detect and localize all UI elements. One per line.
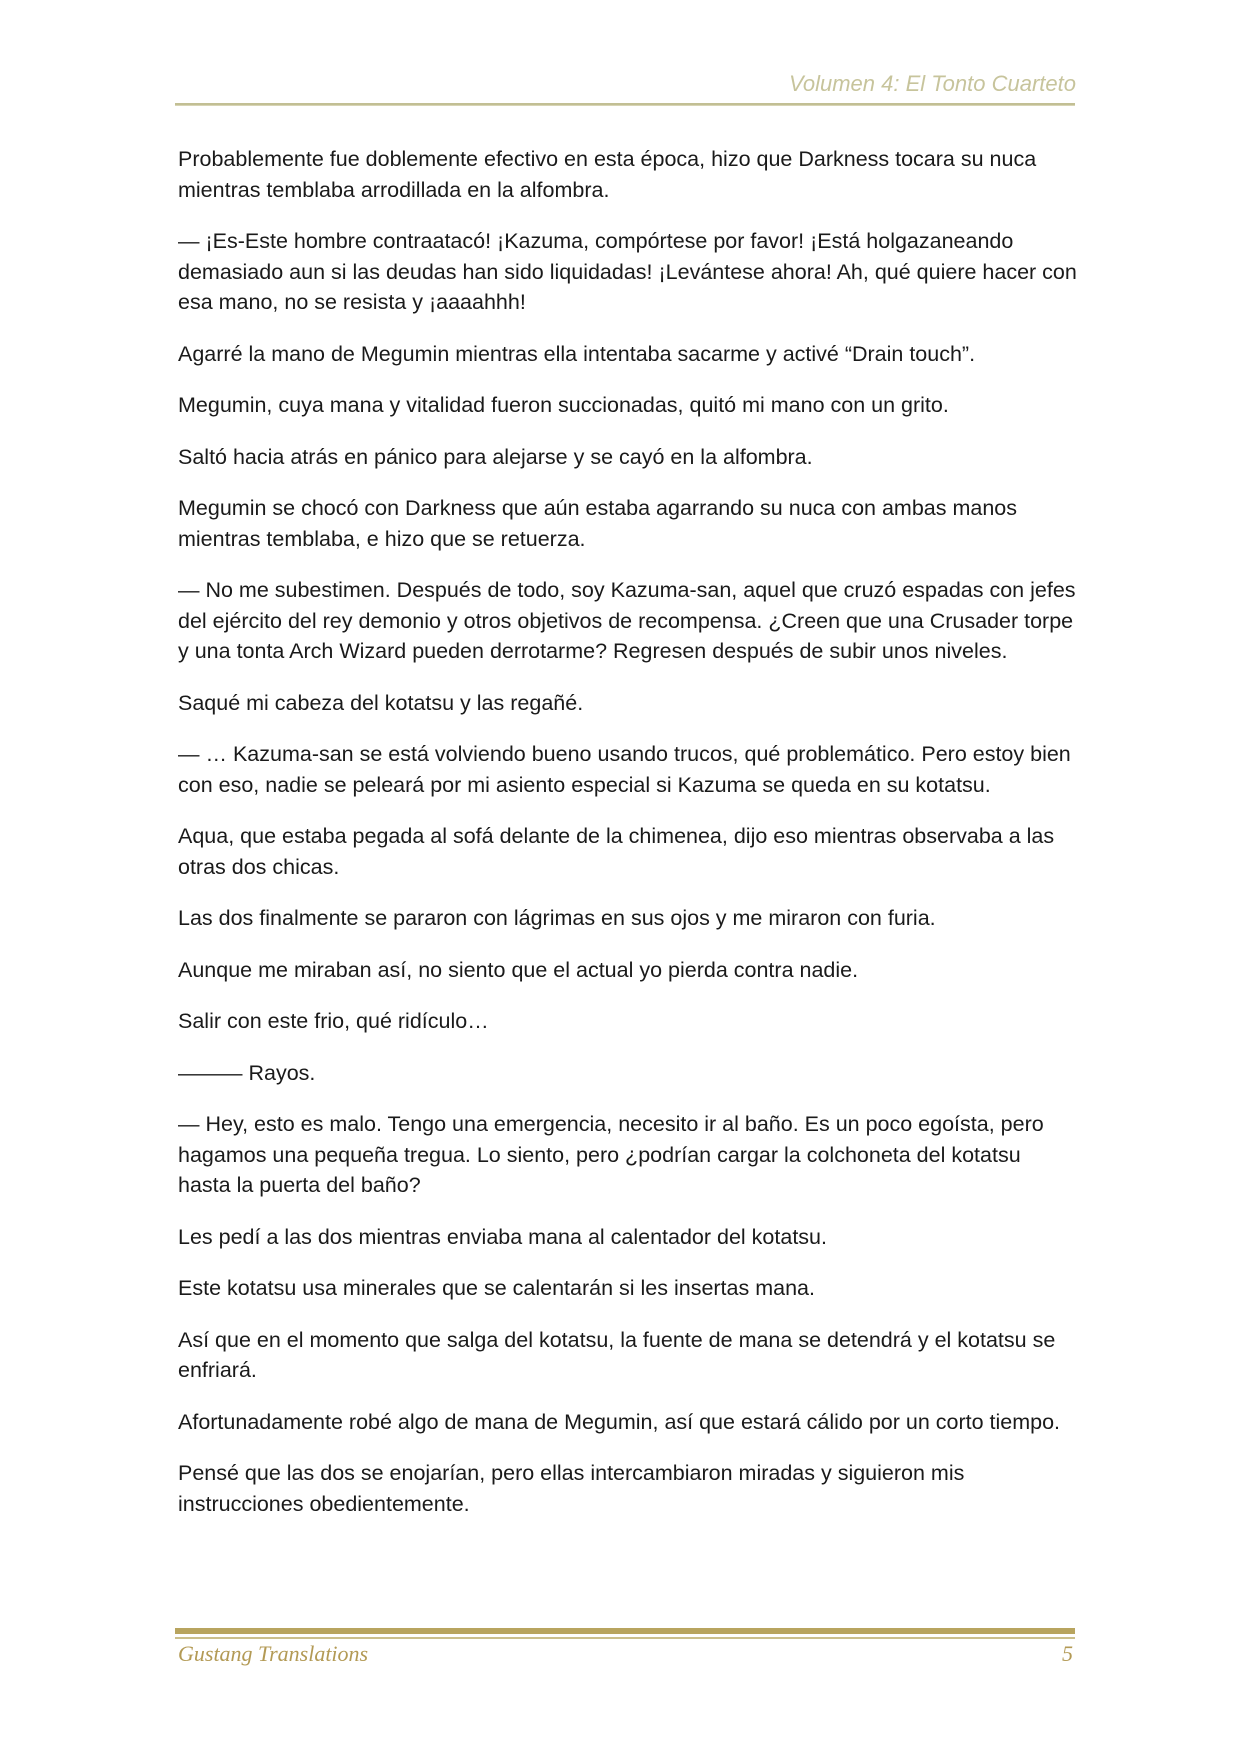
- page-number: 5: [1062, 1641, 1073, 1666]
- paragraph: Megumin, cuya mana y vitalidad fueron succionadas, quitó mi mano con un grito.: [178, 393, 949, 417]
- paragraph: Aqua, que estaba pegada al sofá delante de la chimenea, dijo eso mientras observaba a las otras dos chicas.: [178, 824, 1055, 879]
- paragraph: Pensé que las dos se enojarían, pero ellas intercambiaron miradas y siguieron mis instrucciones obedientemente.: [178, 1461, 965, 1516]
- footer-rule-thick: [175, 1628, 1075, 1634]
- paragraph: Les pedí a las dos mientras enviaba mana al calentador del kotatsu.: [178, 1224, 827, 1249]
- paragraph: Las dos finalmente se pararon con lágrimas en sus ojos y me miraron con furia.: [178, 906, 936, 930]
- paragraph: ——— Rayos.: [178, 1060, 316, 1085]
- paragraph: Así que en el momento que salga del kotatsu, la fuente de mana se detendrá y el kotatsu se enfriará.: [178, 1327, 1056, 1382]
- paragraph: — ¡Es-Este hombre contraatacó! ¡Kazuma, compórtese por favor! ¡Está holgazaneando demasiado aun si las deudas han sido liquidadas! ¡Levántese ahora! Ah, qué quiere hacer con esa mano, no se resista y ¡aaaahhh!: [178, 229, 1077, 314]
- footer-rule-thin: [175, 1637, 1075, 1639]
- paragraph: Probablemente fue doblemente efectivo en esta época, hizo que Darkness tocara su nuca mientras temblaba arrodillada en la alfombra.: [178, 147, 1037, 202]
- paragraph: Saltó hacia atrás en pánico para alejarse y se cayó en la alfombra.: [178, 444, 813, 469]
- paragraph: Salir con este frio, qué ridículo…: [178, 1009, 489, 1033]
- paragraph: — … Kazuma-san se está volviendo bueno usando trucos, qué problemático. Pero estoy bien con eso, nadie se peleará por mi asiento especial si Kazuma se queda en su kotatsu.: [178, 742, 1071, 797]
- paragraph: Saqué mi cabeza del kotatsu y las regañé.: [178, 690, 584, 715]
- header-rule: [175, 103, 1075, 106]
- paragraph: Afortunadamente robé algo de mana de Megumin, así que estará cálido por un corto tiempo.: [178, 1409, 1061, 1434]
- footer-publisher: Gustang Translations: [178, 1641, 369, 1666]
- body-text: [178, 144, 1078, 1540]
- paragraph: Este kotatsu usa minerales que se calentarán si les insertas mana.: [178, 1276, 815, 1300]
- paragraph: Aunque me miraban así, no siento que el actual yo pierda contra nadie.: [178, 957, 859, 982]
- paragraph: — No me subestimen. Después de todo, soy Kazuma-san, aquel que cruzó espadas con jefes del ejército del rey demonio y otros objetivos de recompensa. ¿Creen que una Crusader torpe y una tonta Arch Wizard pueden derrotarme? Regresen después de subir unos niveles.: [178, 578, 1076, 663]
- running-header-title: Volumen 4: El Tonto Cuarteto: [789, 71, 1076, 96]
- paragraph: — Hey, esto es malo. Tengo una emergencia, necesito ir al baño. Es un poco egoísta, pero hagamos una pequeña tregua. Lo siento, pero ¿podrían cargar la colchoneta del kotatsu hasta la puerta del baño?: [178, 1112, 1044, 1197]
- paragraph: Agarré la mano de Megumin mientras ella intentaba sacarme y activé “Drain touch”.: [178, 341, 976, 366]
- paragraph: Megumin se chocó con Darkness que aún estaba agarrando su nuca con ambas manos mientras temblaba, e hizo que se retuerza.: [178, 496, 1018, 551]
